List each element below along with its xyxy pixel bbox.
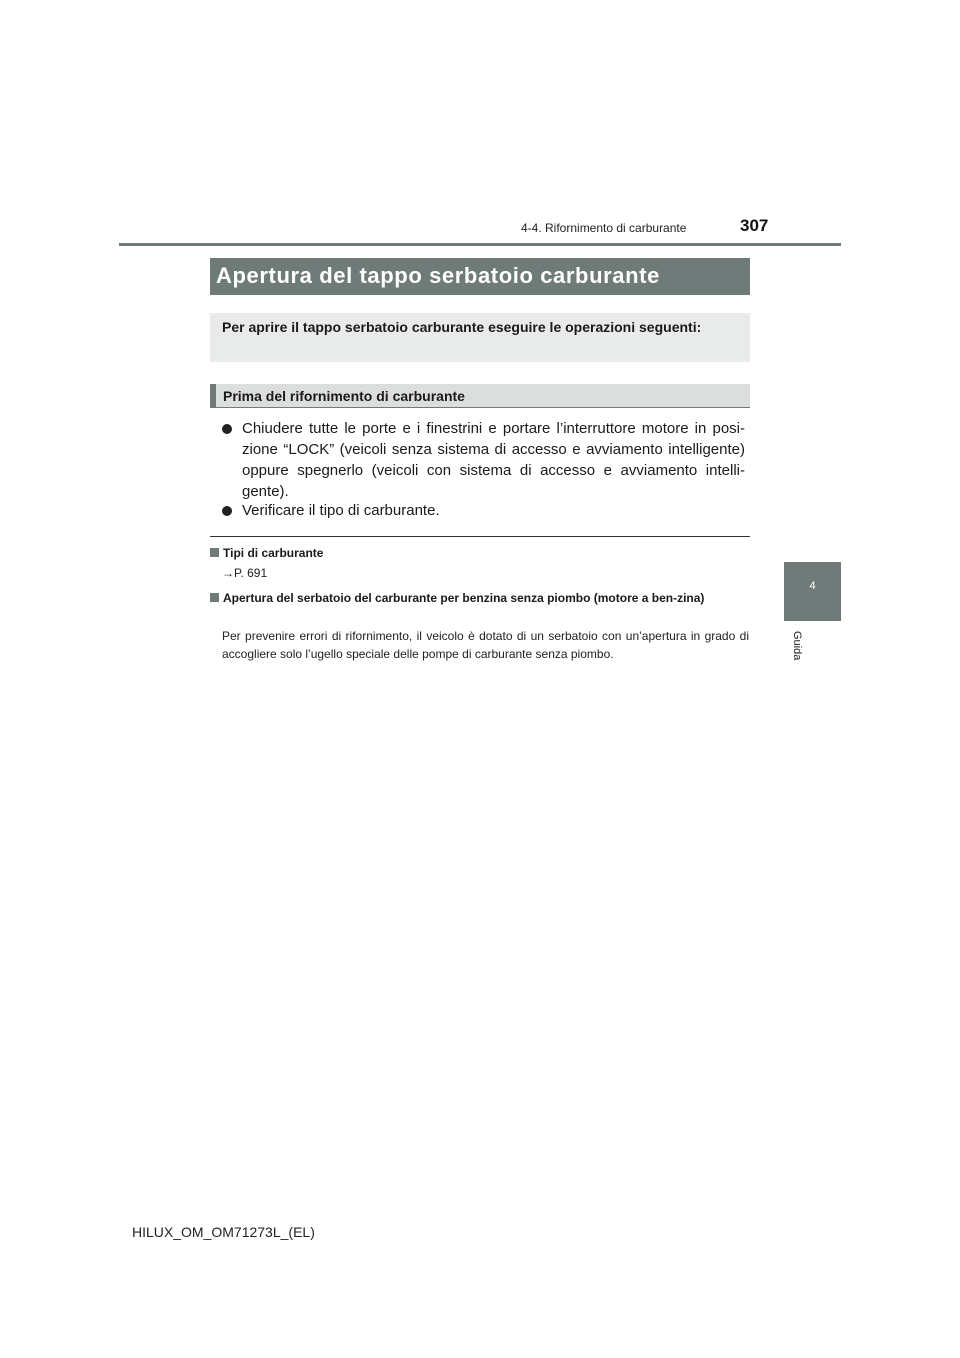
note-heading-text: Apertura del serbatoio del carburante per benzina senza piombo (motore a ben-zina) [223, 591, 705, 605]
subsection-bar [210, 384, 750, 408]
chapter-number: 4 [809, 580, 816, 592]
page-number: 307 [740, 216, 769, 235]
header-section-title: 4-4. Rifornimento di carburante [521, 221, 687, 235]
chapter-label: Guida [791, 631, 803, 661]
note-body: Per prevenire errori di rifornimento, il veicolo è dotato di un serbatoio con un’apertura in grado di accogliere solo l’ugello speciale delle pompe di carburante senza piombo. [222, 629, 749, 661]
bullet-icon [222, 506, 232, 516]
list-item-text: Chiudere tutte le porte e i finestrini e portare l’interruttore motore in posi-zione “LOCK” (veicoli senza sistema di accesso e avviamento intelligente) oppure spegnerlo (veicoli con sistema di accesso e avviamento intelli-gente). [242, 420, 745, 500]
note-heading-text: Tipi di carburante [223, 546, 324, 560]
header-rule [119, 243, 841, 246]
page-title: Apertura del tappo serbatoio carburante [216, 263, 660, 288]
chapter-tab [784, 562, 841, 621]
subsection-accent [210, 384, 216, 408]
title-bar [210, 258, 750, 295]
list-item-text: Verificare il tipo di carburante. [242, 502, 440, 519]
subsection-title: Prima del rifornimento di carburante [223, 388, 465, 404]
section-divider [210, 536, 750, 537]
footer-doc-code: HILUX_OM_OM71273L_(EL) [132, 1224, 315, 1240]
square-bullet-icon [210, 593, 219, 602]
note-body: →P. 691 [222, 566, 268, 580]
bullet-icon [222, 424, 232, 434]
intro-text: Per aprire il tappo serbatoio carburante eseguire le operazioni seguenti: [222, 319, 702, 335]
subsection-underline [210, 407, 750, 408]
intro-box [210, 313, 750, 362]
square-bullet-icon [210, 548, 219, 557]
